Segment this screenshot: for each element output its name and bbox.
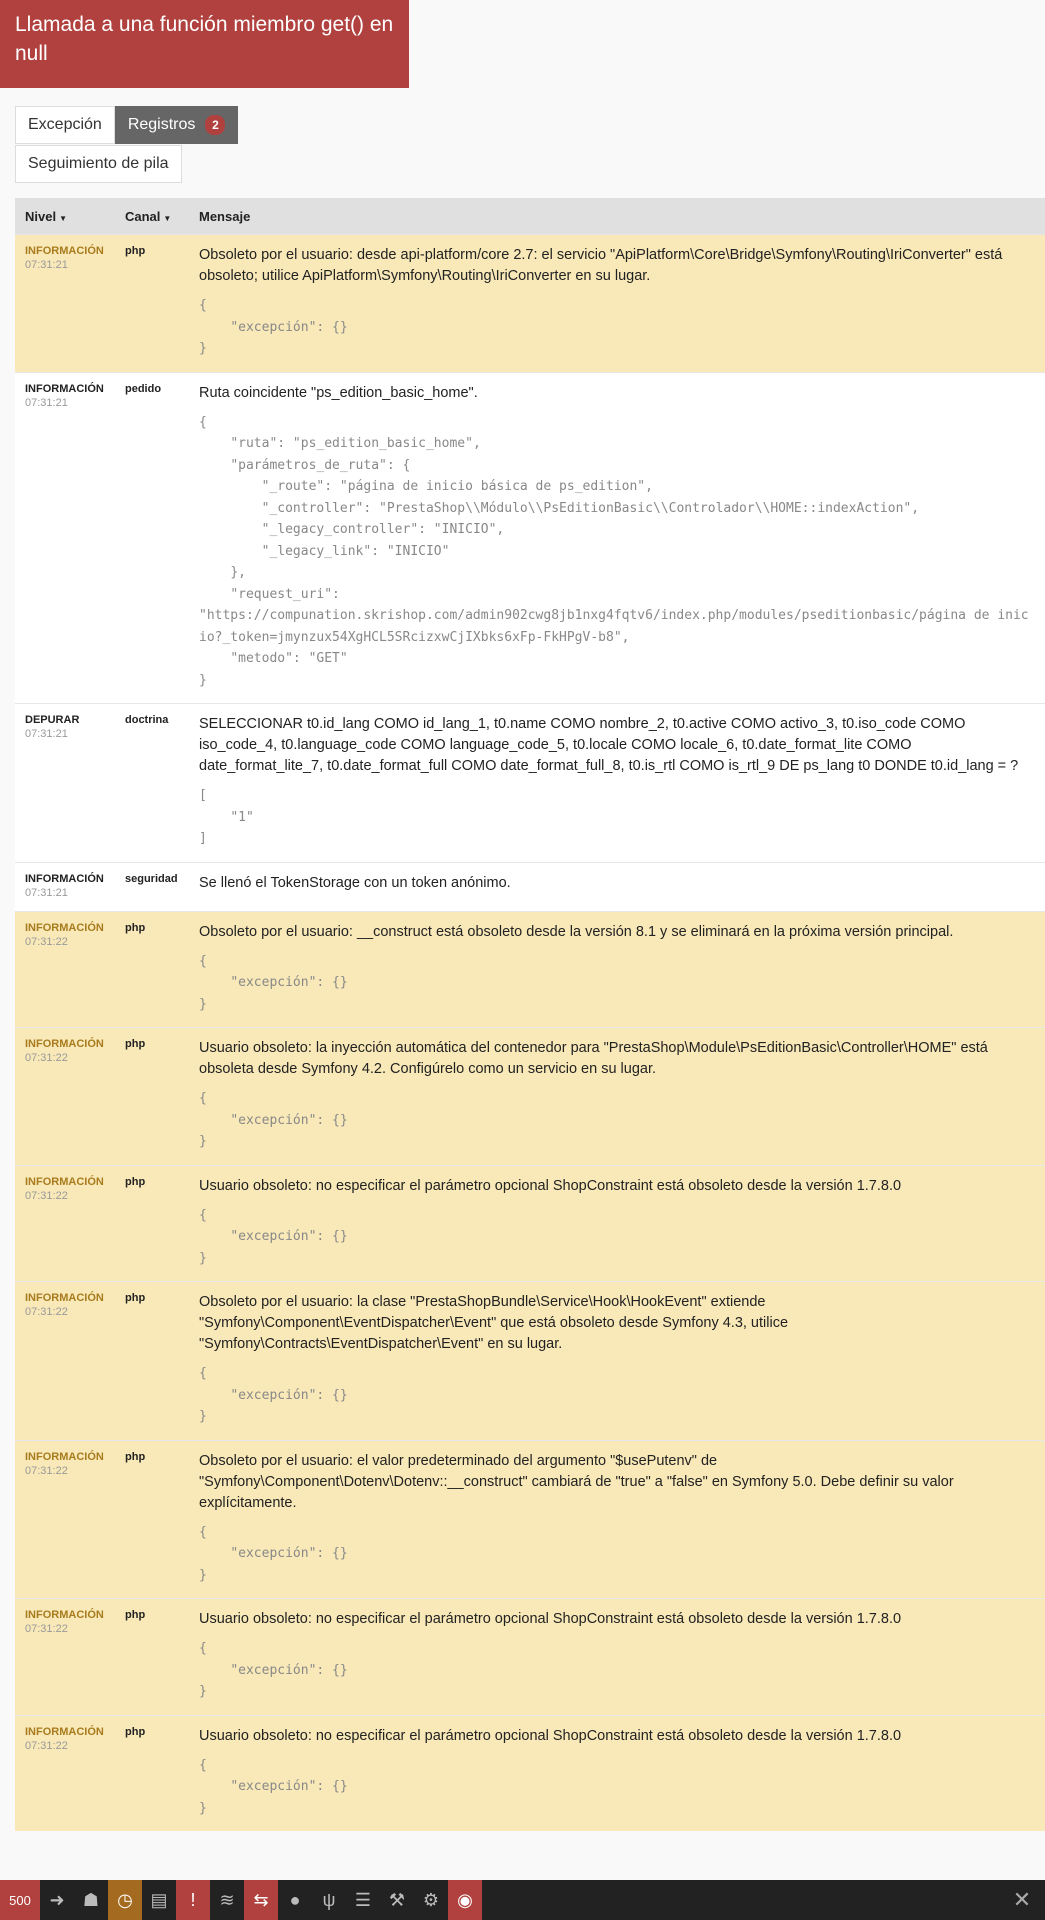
log-channel: php (125, 1175, 146, 1188)
log-message: Obsoleto por el usuario: desde api-platform/core 2.7: el servicio "ApiPlatform\Core\Bridge\Symfony\Routing\IriConverter" está obsoleto; utilice ApiPlatform\Symfony\Routing\IriConverter en su lugar. (199, 247, 1003, 284)
log-context: { "excepción": {} } (199, 1641, 348, 1699)
error-title: Llamada a una función miembro get() en null (15, 13, 394, 65)
log-context: { "excepción": {} } (199, 1091, 348, 1149)
ghost-icon[interactable]: ☗ (82, 1889, 100, 1910)
timer-icon[interactable]: ◷ (108, 1880, 142, 1920)
error-header (0, 0, 409, 88)
log-message: Ruta coincidente "ps_edition_basic_home". (199, 384, 478, 401)
log-time: 07:31:22 (25, 935, 68, 948)
log-level-cell (15, 1451, 115, 1587)
log-channel: php (125, 921, 146, 934)
log-message: Usuario obsoleto: la inyección automática del contenedor para "PrestaShop\Module\PsEditionBasic\Controller\HOME" está obsoleta desde Symfony 4.2. Configúrelo como un servicio en su lugar. (199, 1040, 988, 1077)
log-message-cell (189, 1038, 1045, 1153)
log-level-cell (15, 1609, 115, 1703)
level-column-header[interactable]: Nivel ▼ (25, 208, 67, 224)
log-level: DEPURAR (25, 714, 80, 726)
log-channel: php (125, 1609, 146, 1621)
log-row (15, 1165, 1045, 1282)
log-row (15, 1281, 1045, 1440)
tab-logs[interactable]: Registros 2 (115, 106, 239, 144)
log-context: { "excepción": {} } (199, 1757, 348, 1816)
sort-arrow-icon: ▼ (59, 213, 67, 223)
log-time: 07:31:21 (25, 259, 68, 271)
twig-icon[interactable]: ψ (322, 1889, 336, 1910)
log-row (15, 1027, 1045, 1165)
log-level: INFORMACIÓN (25, 1038, 104, 1050)
log-time: 07:31:21 (25, 728, 68, 740)
log-message-cell (189, 922, 1045, 1016)
log-time: 07:31:22 (25, 1052, 68, 1064)
log-channel: php (125, 245, 146, 257)
log-level-cell (15, 714, 115, 850)
log-channel: php (125, 1038, 146, 1050)
log-channel: doctrina (125, 714, 169, 726)
logs-table-header (15, 198, 1045, 234)
log-time: 07:31:22 (25, 1739, 68, 1752)
log-channel: php (125, 1450, 146, 1463)
log-context: { "excepción": {} } (199, 953, 348, 1012)
sort-arrow-icon: ▼ (163, 213, 172, 223)
memory-icon[interactable]: ▤ (150, 1889, 168, 1910)
log-message: Usuario obsoleto: no especificar el parámetro opcional ShopConstraint está obsoleto desde la versión 1.7.8.0 (199, 1727, 902, 1744)
log-message-cell (189, 245, 1045, 360)
log-message: Obsoleto por el usuario: __construct está obsoleto desde la versión 8.1 y se eliminará en la próxima versión principal. (199, 923, 954, 940)
log-row (15, 1715, 1045, 1832)
log-channel: seguridad (125, 872, 178, 885)
log-channel: pedido (125, 382, 162, 395)
log-level: INFORMACIÓN (25, 921, 104, 934)
log-rows (15, 234, 1045, 1831)
log-channel: php (125, 1725, 146, 1738)
log-message-cell (189, 383, 1045, 692)
tools-icon[interactable]: ⚒ (388, 1889, 406, 1910)
debug-toolbar (0, 1880, 1045, 1920)
gears-icon[interactable]: ⚙ (422, 1889, 440, 1910)
log-row (15, 1598, 1045, 1715)
log-level: INFORMACIÓN (25, 245, 104, 257)
layers-icon[interactable]: ≋ (219, 1889, 235, 1910)
log-message-cell (189, 1176, 1045, 1270)
log-level-cell (15, 245, 115, 360)
log-row (15, 911, 1045, 1028)
tab-exception[interactable]: Excepción (15, 106, 115, 144)
log-level-cell (15, 922, 115, 1016)
symfony-icon[interactable]: ◉ (448, 1880, 482, 1920)
log-time: 07:31:22 (25, 1464, 68, 1477)
log-level: INFORMACIÓN (25, 1175, 104, 1188)
close-icon[interactable]: ✕ (1012, 1887, 1032, 1912)
log-message: Se llenó el TokenStorage con un token anónimo. (199, 874, 511, 891)
log-context: { "ruta": "ps_edition_basic_home", "parámetros_de_ruta": { "_route": "página de inicio básica de ps_edition", "_controller": "PrestaShop\\Módulo\\PsEditionBasic\\Controlador\\HOME::indexAction", "_legacy_controller": "INICIO", "_legacy_link": "INICIO" }, "request_uri": "https://compunation.skrishop.com/admin902cwg8jb1nxg4fqtv6/index.php/modules/pseditionbasic/página de inicio?_token=jmynzux54XgHCL5SRcizxwCjIXbks6xFp-FkHPgV-b8", "metodo": "GET" } (199, 414, 1029, 688)
user-icon[interactable]: ● (289, 1889, 301, 1910)
database-icon[interactable]: ☰ (354, 1889, 372, 1910)
arrow-right-icon[interactable]: ➜ (49, 1889, 65, 1910)
log-row (15, 703, 1045, 862)
tab-stack-trace[interactable]: Seguimiento de pila (15, 145, 182, 183)
log-message-cell (189, 1451, 1045, 1587)
log-row (15, 234, 1045, 372)
logs-table (15, 198, 1045, 1831)
log-row (15, 862, 1045, 911)
tab-bar (15, 106, 238, 144)
log-message: Usuario obsoleto: no especificar el parámetro opcional ShopConstraint está obsoleto desde la versión 1.7.8.0 (199, 1177, 902, 1194)
log-level: INFORMACIÓN (25, 1292, 104, 1304)
log-context: { "excepción": {} } (199, 1366, 348, 1424)
log-message-cell (189, 1726, 1045, 1820)
log-message-cell (189, 873, 1045, 899)
log-level: INFORMACIÓN (25, 1725, 104, 1738)
log-message: Usuario obsoleto: no especificar el parámetro opcional ShopConstraint está obsoleto desde la versión 1.7.8.0 (199, 1611, 902, 1627)
log-context: { "excepción": {} } (199, 298, 348, 356)
log-level-cell (15, 1176, 115, 1270)
log-message: SELECCIONAR t0.id_lang COMO id_lang_1, t0.name COMO nombre_2, t0.active COMO activo_3, t0.iso_code COMO iso_code_4, t0.language_code COMO language_code_5, t0.locale COMO locale_6, t0.date_format_lite COMO date_format_lite_7, t0.date_format_full COMO date_format_full_8, t0.is_rtl COMO is_rtl_9 DE ps_lang t0 DONDE t0.id_lang = ? (199, 716, 1019, 774)
log-level-cell (15, 873, 115, 899)
status-code-badge[interactable]: 500 (0, 1880, 40, 1920)
log-level: INFORMACIÓN (25, 872, 104, 885)
log-row (15, 1440, 1045, 1599)
message-column-header: Mensaje (199, 208, 251, 224)
log-time: 07:31:21 (25, 396, 68, 409)
log-level-cell (15, 383, 115, 692)
logs-count-badge: 2 (205, 115, 225, 135)
log-context: [ "1" ] (199, 788, 254, 846)
log-row (15, 372, 1045, 704)
log-time: 07:31:22 (25, 1189, 68, 1202)
log-message: Obsoleto por el usuario: el valor predeterminado del argumento "$usePutenv" de "Symfony\Component\Dotenv\Dotenv::__construct" cambiará de "true" a "false" en Symfony 5.0. Debe definir su valor explícitamente. (199, 1452, 954, 1511)
log-level: INFORMACIÓN (25, 1450, 104, 1463)
exception-icon[interactable]: ! (176, 1880, 210, 1920)
log-level-cell (15, 1038, 115, 1153)
log-level-cell (15, 1726, 115, 1820)
log-message-cell (189, 714, 1045, 850)
log-time: 07:31:22 (25, 1306, 68, 1318)
log-message-cell (189, 1292, 1045, 1428)
translation-icon[interactable]: ⇆ (244, 1880, 278, 1920)
channel-column-header[interactable]: Canal ▼ (125, 208, 172, 224)
log-channel: php (125, 1292, 146, 1304)
log-level: INFORMACIÓN (25, 1609, 104, 1621)
log-level-cell (15, 1292, 115, 1428)
log-context: { "excepción": {} } (199, 1524, 348, 1583)
log-time: 07:31:22 (25, 1623, 68, 1635)
log-context: { "excepción": {} } (199, 1207, 348, 1266)
log-level: INFORMACIÓN (25, 382, 104, 395)
log-message: Obsoleto por el usuario: la clase "PrestaShopBundle\Service\Hook\HookEvent" extiende "Symfony\Component\EventDispatcher\Event" que está obsoleto desde Symfony 4.3, utilice "Symfony\Contracts\EventDispatcher\Event" en su lugar. (199, 1294, 789, 1352)
log-message-cell (189, 1609, 1045, 1703)
log-time: 07:31:21 (25, 886, 68, 899)
